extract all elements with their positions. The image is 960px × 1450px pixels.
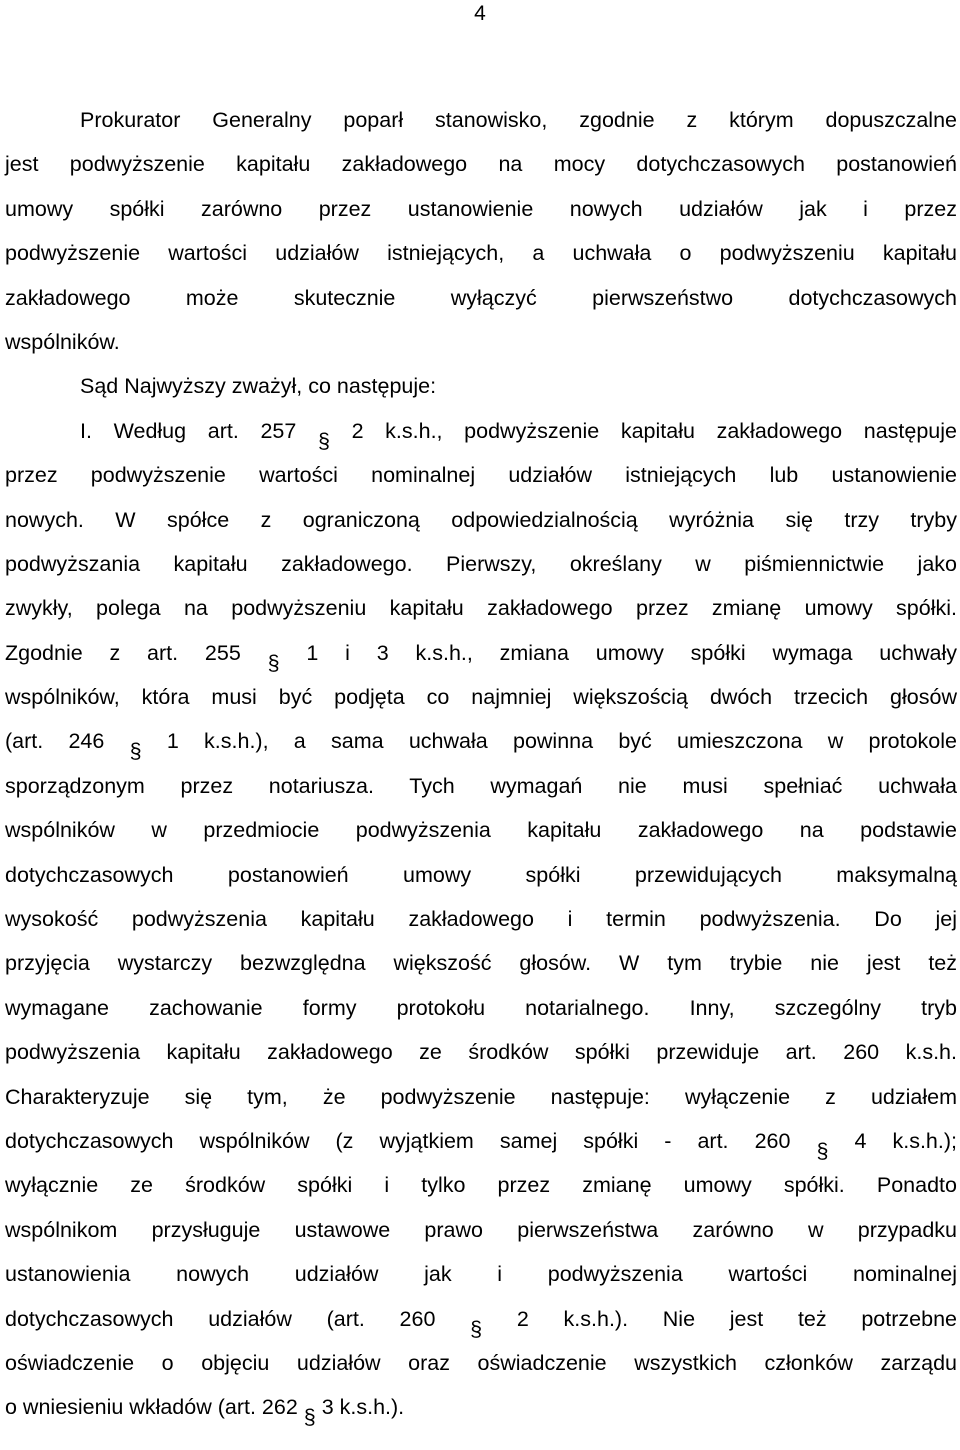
text-line: oświadczenie o objęciu udziałów oraz oświadczenie wszystkich członków zarządu <box>5 1350 957 1375</box>
text-line: wyłącznie ze środków spółki i tylko przez zmianę umowy spółki. Ponadto <box>5 1173 957 1198</box>
text-segment: 1 k.s.h.), a sama uchwała powinna być umieszczona w protokole <box>141 729 957 754</box>
text-line: podwyższania kapitału zakładowego. Pierwszy, określany w piśmiennictwie jako <box>5 551 957 576</box>
text-segment: dotychczasowych udziałów (art. 260 <box>5 1306 471 1331</box>
text-line: przyjęcia wystarczy bezwzględna większość głosów. W tym trybie nie jest też <box>5 951 957 976</box>
text-segment: 1 i 3 k.s.h., zmiana umowy spółki wymaga uchwały <box>279 640 957 665</box>
text-line <box>5 1119 957 1163</box>
text-segment: 2 k.s.h.). Nie jest też potrzebne <box>482 1306 957 1331</box>
section-sign: § <box>816 1138 829 1163</box>
text-segment: 4 k.s.h.); <box>828 1128 957 1153</box>
text-segment: Zgodnie z art. 255 <box>5 640 268 665</box>
text-line: dotychczasowych postanowień umowy spółki przewidujących maksymalną <box>5 862 957 887</box>
text-line: podwyższenie wartości udziałów istniejących, a uchwała o podwyższeniu kapitału <box>5 241 957 266</box>
document-body <box>5 98 957 1430</box>
text-line: wspólników w przedmiocie podwyższenia kapitału zakładowego na podstawie <box>5 818 957 843</box>
paragraph-court-considered <box>5 364 957 408</box>
text-segment: dotychczasowych wspólników (z wyjątkiem samej spółki - art. 260 <box>5 1128 817 1153</box>
text-line: wspólników. <box>5 329 120 354</box>
text-segment: 3 k.s.h.). <box>315 1395 405 1420</box>
text-line: Prokurator Generalny poparł stanowisko, zgodnie z którym dopuszczalne <box>80 108 957 132</box>
text-line: przez podwyższenie wartości nominalnej udziałów istniejących lub ustanowienie <box>5 463 957 488</box>
text-line <box>5 719 957 763</box>
section-sign: § <box>267 650 280 675</box>
text-segment: I. Według art. 257 <box>80 418 318 443</box>
text-line: wysokość podwyższenia kapitału zakładowego i termin podwyższenia. Do jej <box>5 907 957 932</box>
section-sign: § <box>317 428 330 453</box>
text-line: jest podwyższenie kapitału zakładowego na mocy dotychczasowych postanowień <box>5 152 957 177</box>
text-segment: (art. 246 <box>5 729 130 754</box>
section-sign: § <box>470 1316 483 1341</box>
text-line: ustanowienia nowych udziałów jak i podwyższenia wartości nominalnej <box>5 1262 957 1287</box>
paragraph-reasoning <box>5 409 957 1430</box>
text-line: podwyższenia kapitału zakładowego ze środków spółki przewiduje art. 260 k.s.h. <box>5 1040 957 1065</box>
text-line: zwykły, polega na podwyższeniu kapitału zakładowego przez zmianę umowy spółki. <box>5 596 957 621</box>
text-line: wspólników, która musi być podjęta co najmniej większością dwóch trzecich głosów <box>5 685 957 710</box>
text-line: nowych. W spółce z ograniczoną odpowiedzialnością wyróżnia się trzy tryby <box>5 507 957 532</box>
text-line <box>5 409 957 453</box>
text-line <box>5 631 957 675</box>
text-line: Charakteryzuje się tym, że podwyższenie następuje: wyłączenie z udziałem <box>5 1084 957 1109</box>
section-sign: § <box>129 739 142 764</box>
text-line <box>5 1385 957 1429</box>
text-segment: 2 k.s.h., podwyższenie kapitału zakładowego następuje <box>329 418 957 443</box>
text-line <box>5 1297 957 1341</box>
text-line: sporządzonym przez notariusza. Tych wymagań nie musi spełniać uchwała <box>5 773 957 798</box>
text-line: zakładowego może skutecznie wyłączyć pierwszeństwo dotychczasowych <box>5 285 957 310</box>
text-line: wymagane zachowanie formy protokołu notarialnego. Inny, szczególny tryb <box>5 995 957 1020</box>
page-number: 4 <box>474 2 486 25</box>
paragraph-prosecutor-position <box>5 98 957 364</box>
text-line: wspólnikom przysługuje ustawowe prawo pierwszeństwa zarówno w przypadku <box>5 1217 957 1242</box>
section-sign: § <box>303 1405 316 1430</box>
text-line: Sąd Najwyższy zważył, co następuje: <box>80 374 437 399</box>
text-line: umowy spółki zarówno przez ustanowienie nowych udziałów jak i przez <box>5 196 957 221</box>
text-segment: o wniesieniu wkładów (art. 262 <box>5 1395 304 1420</box>
